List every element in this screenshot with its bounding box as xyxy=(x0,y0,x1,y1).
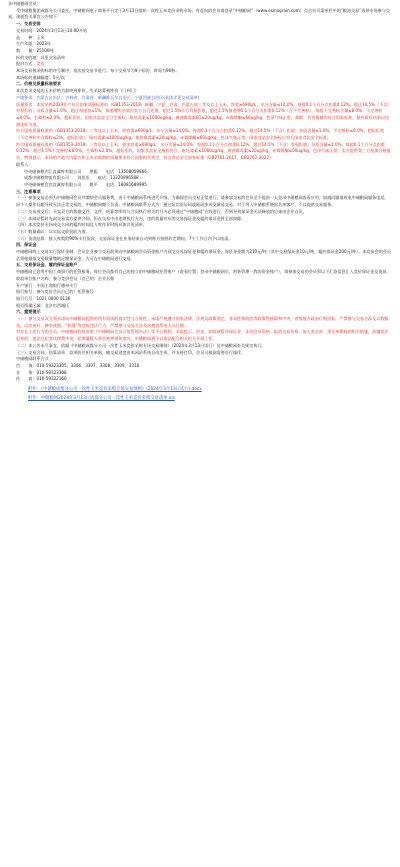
section-4-heading: 四、保证金 xyxy=(16,242,37,248)
intro-paragraph: 受中储粮集团成都分公司委托，中储粮网电子商务平台定于3月13日组织一次性玉米竞价采购专场，有意向的会员请登录“中储粮网”（www.esinograin.com）点击首页菜单栏中的“粮油交易”选择专场参与交易。现就有关事宜公告如下： xyxy=(8,7,390,20)
warning-1: （一）参与交易双方须承诺向中储粮网提供的所有资质的真实性与合规性，承诺严格遵守国家法律、法规及政策规定，非易性和收的等政策性排除和中央、省级地方政府行赔招标，严禁参与交易方涉及以假贩卖、以次充好、掺杂使假、“转圆”等违规违法行为，严禁参与交易方涉及向粮食系统人员行贿。 xyxy=(16,316,389,328)
section-1-heading: 一、交易安排 xyxy=(16,21,41,27)
quantity: 数 量：25100吨 xyxy=(16,47,54,53)
contact-title: 联系人： xyxy=(16,161,33,167)
announcement xyxy=(8,1,392,403)
consult-phone: 咨 询：010-59323305、3306、3307、3308、3309、3318 xyxy=(16,362,140,368)
section-3-heading: 三、注意事项 xyxy=(16,188,41,194)
session-rule: 本场交易按采购标的序号顺序，依次按交易节进行。每个交易节为9个标的，时间为90秒。 xyxy=(16,68,180,74)
note-5: （五）数量确认：以实际交收验收为准。 xyxy=(16,228,90,234)
bank-region: 银行所属区域：北京市西城区 xyxy=(16,302,70,308)
bank-code: 银行行号：1021 0000 0136 xyxy=(16,295,71,301)
note-6: （六）货款结算：接入库数的90%支付货款，交易保证金在业务结束自动到账方按照约定期间，7个工作日内予以结清。 xyxy=(16,235,233,241)
section-5-heading: 五、交易保证金、履约保证金账户 xyxy=(16,262,78,268)
note-1: （一）参加交易必须为中储粮网会员并缴纳会员服务费，由于中储粮网系统进代升级，为确保会员交易正常进行，请参加交易的会员至少提前一天登录中储粮网查看应用，如遇问题请致电中储粮网服务电话。因个人操作问题导致无法正常交易的，中储粮网概不负责。中储粮网联系方式为：通过短信验证码或能同步成交量易交易。对于列入中储粮系统黑名单客户，不以提供交易服务。 xyxy=(16,195,389,208)
greeting: 各中储粮网会员： xyxy=(8,1,41,6)
decrement-rule: 本场标的递减幅度：5元/次 xyxy=(16,74,66,80)
quality-requirement-a: 质量要求：本次采购2023年产符合国家质量标准的（GB1353-2018）新疆、宁夏、甘肃、内蒙古部三等及以上玉米，容重≥690g/L；水分含量≤14.0%，每组0.1个百分点扣重0.12%，超过14.5%（不含）有权拒收；杂质含量≤1.0%，超过每递加≤1%，每递增的杂质由卖方自行处理，超过1.5%买方有权拒收，超过1.5%每递增0.1个百分点扣重0.12%（含不完善粒），每组不完善粒含量≤8.0%；不完善粒≤8.0%，生霉粒≤2.0%，超标拒收。国家食品安全卫生指标，呕吐毒素≤1000ug/kg，黄曲霉毒素B1≤20ug/kg，赤霉烯酮≤60ug/kg，色泽气味正常，霉败、有害霉菌均符合国家标准，最终质检结果以检测达标为准。 xyxy=(16,101,392,127)
warning-3: （二）本公告未尽事宜，依据《中储粮成都分公司一次性玉米竞价采购专场交易细则》（2024年3月13日试行）及中储粮网有关规定执行。 xyxy=(16,342,266,348)
contact-line: 中央储备粮宜宾直属库有限公司 姚平 电话：18081689995 xyxy=(24,181,147,187)
account-name: 收款单位账户名称：参与竞价会员（自己的）企业名称 xyxy=(16,275,115,281)
section-6-heading: 六、重要提示 xyxy=(16,309,41,315)
bid-mode-value: 竞价 xyxy=(36,61,45,67)
business-phone: 业 务：010-59323308 xyxy=(16,369,67,375)
attachment-link-list[interactable]: 附件：中储粮网2024年3月13日成都分公司一次性玉米竞价采购交易清单.xls xyxy=(28,395,175,401)
note-4: （四）本次竞价专场成交合同的履约时间及入库作业时间具体详见清单。 xyxy=(16,222,147,228)
delivery-location: 标的交收地：详见交易清单 xyxy=(16,54,66,60)
bank-name: 开户银行：中国工商银行德州支行 xyxy=(16,282,78,288)
price-note: 本次竞采交易的玉米价格为最终到库价，失采结算到库价（门到门） xyxy=(16,88,139,94)
attachment-link-rules[interactable]: 附件：《中储粮成都分公司一次性玉米竞价采购专场交易细则》(2024年3月13日试行).docx xyxy=(28,387,202,393)
trade-date: 交易时间：2024年3月13日10:00开始 xyxy=(16,27,87,33)
account-number: 银行账号：参与竞价会员自己的）托管账号 xyxy=(16,289,94,295)
variety: 品 种：玉米 xyxy=(16,34,45,40)
bid-mode-label: 报价方式： xyxy=(16,61,37,67)
note-3: （三）本网站暂时先向交易卖方提供合同，但在交易中由违规执行方为，违约裁量对应的交易保证金及履约保证金将全部扣除。 xyxy=(16,215,246,221)
quality-requirement-c: 符合国家质量标准的（GB1353-2018）三等及以上玉米，要求容重≥690g/L；水分含量≤14.0%，每超0.1个百分点扣重0.12%，超过14.5%（不含）有权拒收；杂质含量≤1.0%，每超0.1个百分点扣重0.12%；超过1.5%不完善粒≤8.0%，生霉粒≤2.0%，超标拒收。国家食品安全指标符合，呕吐毒素≤1000ug/kg，黄曲霉毒素≤20ug/kg，赤霉烯酮≤60ug/kg，色泽气味正常，卖方提供第三方检测合格报告。特别提示：本场的产地为内蒙古和玉米采收期的质量要求符合国家相关规定，符合食品安全国家标准（GB2761-2017，GB2762-2022） xyxy=(16,141,391,161)
warning-2: 对存在上述行为的会员，中储粮网有权依照《中储粮网会员日常管理办法》等平台规则，采取提示、约谈、扣除或暂停保证金、冻结会员资格、取消交易资格、加入黑名单、黑名单期间的相关措施，涉嫌违法犯罪的，违法乱犯者代理费中央，犯罪嫌疑人将会被判刑和追究，中储粮网将予以依法配合相关机关开展工作。 xyxy=(16,329,389,342)
deposit-paragraph: 中储粮网线上交易实行保证金制，会员企业参与交易前须向中储粮网会员资金账户内预交交易保证金和履约保证金，保证金金额为210元/吨（其中交易保证金10元/吨，履约保证金200元/吨）。本竞价会的会员必须根据拟交易数量缴纳足额保证金，方可在中储粮网进行交易。 xyxy=(16,249,391,261)
production-year: 生产年限：2023年 xyxy=(16,41,51,47)
quality-requirement-b: 符合国家质量标准的（GB1353-2018）三等及以上玉米，即容重≥690g/L；水分含量≤14.0%，每超0.1个百分点扣重0.12%，超过14.5%（不含）拒收；杂质含量≤1.0%，不完善粒≤8.0%，超标拒收（不完善粒中含霉粒≤2%，超标拒收）。呕吐毒素≤1000ug/kg，黄曲霉毒素≤20ug/kg，赤霉烯酮≤60ug/kg，色泽气味正常。国家食品安全指标应符合国家食品安全标准。 xyxy=(16,128,385,141)
warning-4: （三）交易合同、结算清单、款项收付相关单据，随交易进度由本网站系统自动生成，并支持打印，会员可根据需要自行操作。 xyxy=(16,349,246,355)
contact-line: 成都中储粮物流有限公司 刘思达 电话：13320996588 xyxy=(24,175,139,181)
section-2-heading: 二、价格及质量标准要求 xyxy=(16,81,62,87)
escrow-paragraph: 中储粮网已启用中国工商银行的托管服务，每位会员都有自己的独立的中储粮网托管账户（查看位置：登录中储粮网后，财务管理一我的资金账户），请参加交易的会员须以下汇款信息汇入竞价保证金及货款。 xyxy=(16,269,391,275)
contact-center-title: 中储粮网联系方式 xyxy=(16,356,49,362)
fax-number: 传 真：010-59322166 xyxy=(16,376,67,382)
contact-line: 中央储备粮内江直属库有限公司 曾彪 电话：13508059866 xyxy=(24,168,147,174)
note-2: （二）交易成交后，买卖双方的数据文件、文件、结算等所有与合同执行相关的行为必须通过“中储粮网”在线进行，否则导致保证金无法释放的后果由企业自负。 xyxy=(16,208,307,214)
origin-requirement: 产地要求：内蒙古自治区、吉林省、甘肃省、新疆维吾尔自治区、宁夏回族自治区(具体详见交易清单) xyxy=(16,94,200,100)
